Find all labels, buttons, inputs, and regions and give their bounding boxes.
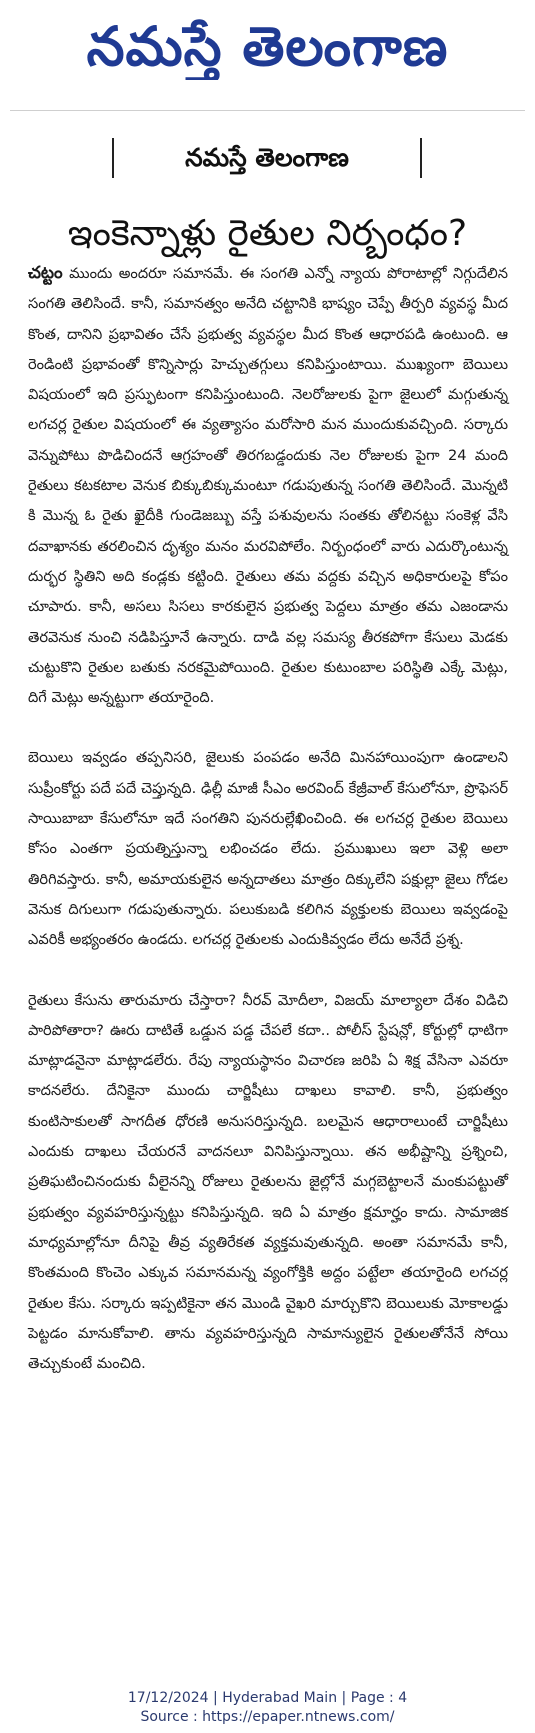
section-title: నమస్తే తెలంగాణ — [185, 143, 349, 172]
paragraph-1-text: ముందు అందరూ సమానమే. ఈ సంగతి ఎన్నో న్యాయ పోరాటాల్లో నిగ్గుదేలిన సంగతి తెలిసిందే. కానీ, సమానత్వం అనేది చట్టానికి భాష్యం చెప్పే తీర్పరి వ్యవస్థ మీద కొంత, దానిని ప్రభావితం చేసే ప్రభుత్వ వ్యవస్థల మీద కొంత ఆధారపడి ఉంటుంది. ఆ రెండింటి ప్రభావంతో కొన్నిసార్లు హెచ్చుతగ్గులు కనిపిస్తుంటాయి. ముఖ్యంగా బెయిలు విషయంలో ఇది ప్రస్ఫుటంగా కనిపిస్తుంటుంది. నెలరోజులకు పైగా జైలులో మగ్గుతున్న లగచర్ల రైతుల విషయంలో ఈ వ్యత్యాసం మరోసారి మన ముందుకువచ్చింది. సర్కారు వెన్నుపోటు పొడిచిందనే ఆగ్రహంతో తిరగబడ్డందుకు నెల రోజులకు పైగా 24 మంది రైతులు కటకటాల వెనుక బిక్కుబిక్కుమంటూ గడుపుతున్న సంగతి తెలిసిందే. మొన్నటి కి మొన్న ఓ రైతు ఖైదీకి గుండెజబ్బు వస్తే పశువులను సంతకు తోలినట్టు సంకెళ్ల వేసి దవాఖానకు తరలించిన దృశ్యం మనం మరవిపోలేం. నిర్బంధంలో వారు ఎదుర్కొంటున్న దుర్భర స్థితిని అది కండ్లకు కట్టింది. రైతులు తమ వద్దకు వచ్చిన అధికారులపై కోపం చూపారు. కానీ, అసలు సిసలు కారకులైన ప్రభుత్వ పెద్దలు మాత్రం తమ ఎజండాను తెరవెనుక నుంచి నడిపిస్తూనే ఉన్నారు. దాడి వల్ల సమస్య తీరకపోగా కేసులు మెడకు చుట్టుకొని రైతుల బతుకు నరకమైపోయింది. రైతుల కుటుంబాల పరిస్థితి ఎక్కే మెట్లు, దిగే మెట్లు అన్నట్టుగా తయారైంది. — [28, 265, 508, 707]
article-paragraph-1 — [28, 258, 508, 713]
masthead-divider — [10, 110, 525, 111]
masthead — [0, 0, 535, 112]
article-body — [28, 258, 508, 1379]
section-divider-left — [112, 138, 114, 178]
lead-word: చట్టం — [28, 263, 63, 283]
article-headline: ఇంకెన్నాళ్లు రైతుల నిర్బంధం? — [67, 213, 468, 255]
article-paragraph-2: బెయిలు ఇవ్వడం తప్పనిసరి, జైలుకు పంపడం అనేది మినహాయింపుగా ఉండాలని సుప్రీంకోర్టు పదే పదే చెప్తున్నది. ఢిల్లీ మాజీ సీఎం అరవింద్ కేజ్రీవాల్ కేసులోనూ, ప్రొఫెసర్ సాయిబాబా కేసులోనూ ఇదే సంగతిని పునరుల్లేఖించింది. ఈ లగచర్ల రైతుల బెయిలు కోసం ఎంతగా ప్రయత్నిస్తున్నా లభించడం లేదు. ప్రముఖులు ఇలా వెళ్లి అలా తిరిగివస్తారు. కానీ, అమాయకులైన అన్నదాతలు మాత్రం దిక్కులేని పక్షుల్లా జైలు గోడల వెనుక దిగులుగా గడుపుతున్నారు. పలుకుబడి కలిగిన వ్యక్తులకు బెయిలు ఇవ్వడంపై ఎవరికీ అభ్యంతరం ఉండదు. లగచర్ల రైతులకు ఎందుకివ్వడం లేదు అనేదే ప్రశ్న. — [28, 749, 508, 949]
newspaper-logo: నమస్తే తెలంగాణ — [86, 15, 449, 78]
section-divider-right — [420, 138, 422, 178]
article-paragraph-3: రైతులు కేసును తారుమారు చేస్తారా? నీరవ్ మోదీలా, విజయ్ మాల్యాలా దేశం విడిచి పారిపోతారా? ఊరు దాటితే ఒడ్డున పడ్డ చేపలే కదా.. పోలీస్ స్టేషన్లో, కోర్టుల్లో ధాటిగా మాట్లాడనైనా మాట్లాడలేరు. రేపు న్యాయస్థానం విచారణ జరిపి ఏ శిక్ష వేసినా ఎవరూ కాదనలేరు. దేనికైనా ముందు చార్జిషీటు దాఖలు కావాలి. కానీ, ప్రభుత్వం కుంటిసాకులతో సాగదీత ధోరణి అనుసరిస్తున్నది. బలమైన ఆధారాలుంటే చార్జిషీటు ఎందుకు దాఖలు చేయరనే వాదనలూ వినిపిస్తున్నాయి. తన అభీష్టాన్ని ప్రశ్నించి, ప్రతిఘటించినందుకు వీలైనన్ని రోజులు రైతులను జైల్లోనే మగ్గబెట్టాలనే మంకుపట్టుతో ప్రభుత్వం వ్యవహరిస్తున్నట్టు కనిపిస్తున్నది. ఇది ఏ మాత్రం క్షమార్హం కాదు. సామాజిక మాధ్యమాల్లోనూ దీనిపై తీవ్ర వ్యతిరేకత వ్యక్తమవుతున్నది. అంతా సమానమే కానీ, కొంతమంది కొంచెం ఎక్కువ సమానమన్న వ్యంగోక్తికి అద్దం పట్టేలా తయారైంది లగచర్ల రైతుల కేసు. సర్కారు ఇప్పటికైనా తన మొండి వైఖరి మార్చుకొని బెయిలుకు మోకాలడ్డు పెట్టడం మానుకోవాలి. తాను వ్యవహరిస్తున్నది సామాన్యులైన రైతులతోనేనే సోయి తెచ్చుకుంటే మంచిది. — [28, 991, 508, 1373]
source-link[interactable]: Source : https://epaper.ntnews.com/ — [140, 1709, 395, 1725]
edition-info: 17/12/2024 | Hyderabad Main | Page : 4 — [127, 1690, 408, 1706]
section-header — [112, 138, 422, 178]
